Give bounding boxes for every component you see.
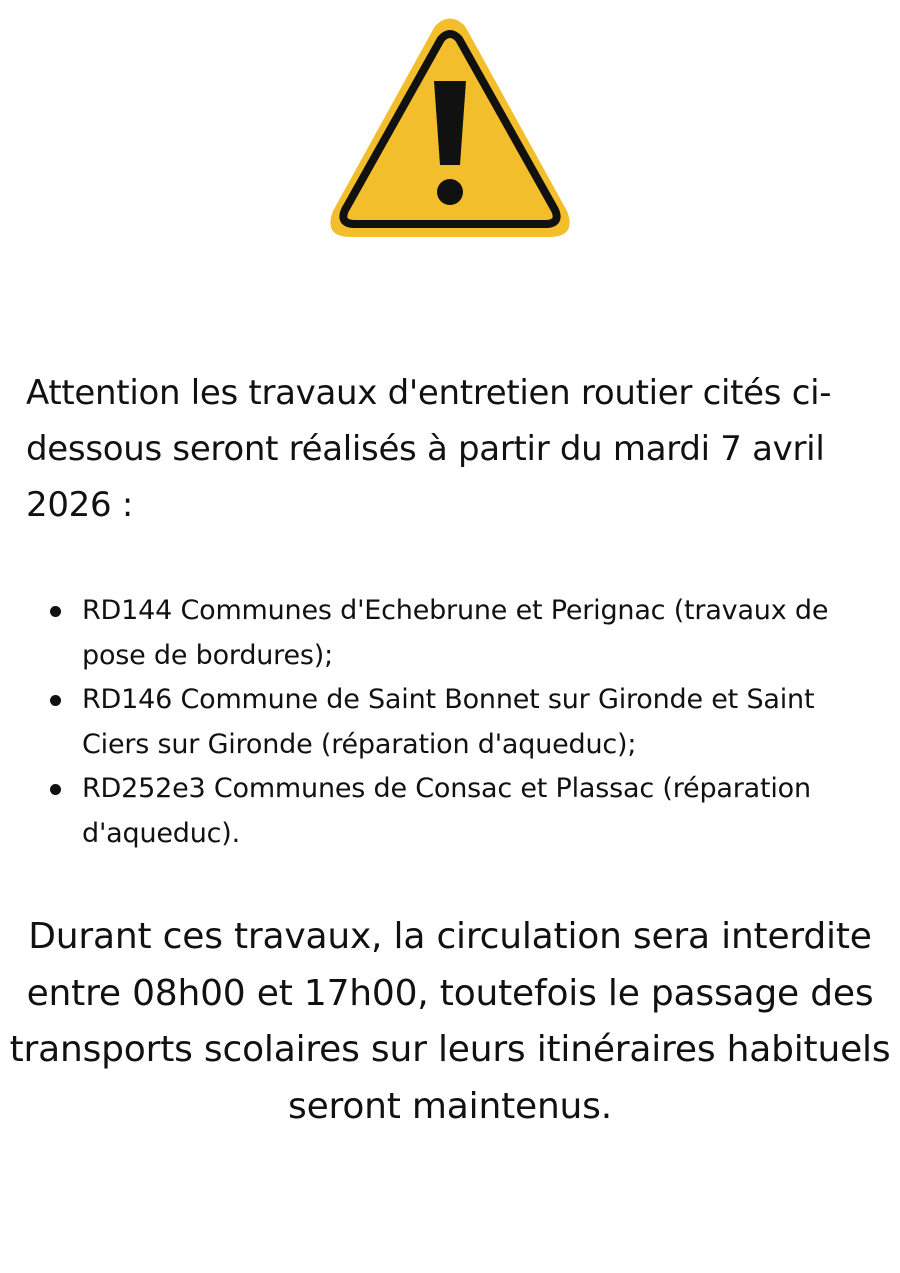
list-item: RD146 Commune de Saint Bonnet sur Gironde et Saint Ciers sur Gironde (réparation d'aqueduc); xyxy=(82,678,882,767)
list-item: RD144 Communes d'Echebrune et Perignac (travaux de pose de bordures); xyxy=(82,589,882,678)
roadworks-list xyxy=(82,589,882,856)
closing-paragraph: Durant ces travaux, la circulation sera interdite entre 08h00 et 17h00, toutefois le passage des transports scolaires sur leurs itinéraires habituels seront maintenus. xyxy=(9,916,891,1127)
warning-triangle-icon xyxy=(327,17,573,239)
intro-paragraph: Attention les travaux d'entretien routier cités ci-dessous seront réalisés à partir du mardi 7 avril 2026 : xyxy=(26,373,832,525)
list-item: RD252e3 Communes de Consac et Plassac (réparation d'aqueduc). xyxy=(82,767,882,856)
exclamation-dot xyxy=(437,179,463,205)
